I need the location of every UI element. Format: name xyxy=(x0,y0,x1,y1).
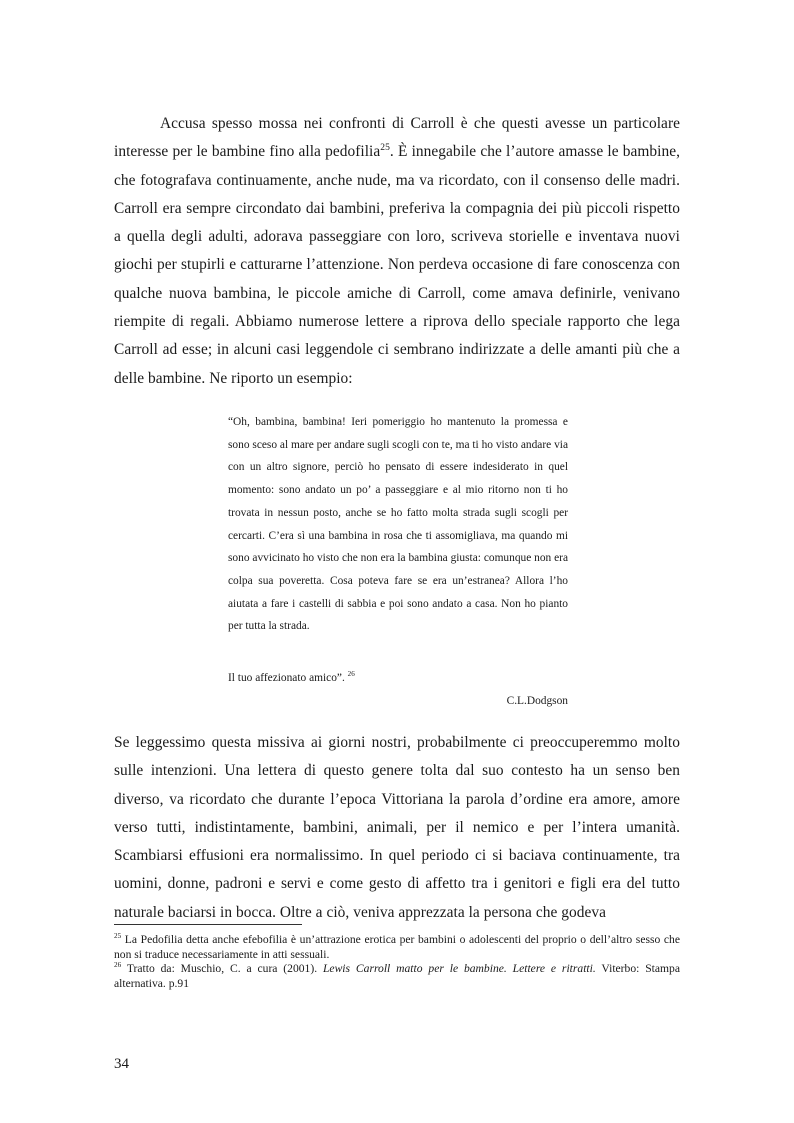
footnote-26-number: 26 xyxy=(114,961,122,970)
page-number: 34 xyxy=(114,1056,129,1072)
body-paragraph-1 xyxy=(114,110,680,393)
quote-closing-text: Il tuo affezionato amico”. xyxy=(228,672,348,684)
footnote-26-text-b: Viterbo: Stampa alternativa. p.91 xyxy=(114,962,680,990)
paragraph-1-text-a: Accusa spesso mossa nei confronti di Carroll è che questi avesse un particolare interesse per le bambine fino alla pedofilia xyxy=(114,115,680,161)
footnote-ref-25[interactable]: 25 xyxy=(380,142,390,154)
footnote-26-title: Lewis Carroll matto per le bambine. Lettere e ritratti. xyxy=(322,962,596,975)
footnote-26 xyxy=(114,962,680,991)
paragraph-1-text-b: . È innegabile che l’autore amasse le bambine, che fotografava continuamente, anche nude, ma va ricordato, con il consenso delle madri. Carroll era sempre circondato dai bambini, preferiva la compagnia dei più piccoli rispetto a quella degli adulti, adorava passeggiare con loro, scriveva storielle e inventava nuovi giochi per stupirli e catturarne l’attenzione. Non perdeva occasione di fare conoscenza con qualche nuova bambina, le piccole amiche di Carroll, come amava definirle, venivano riempite di regali. Abbiamo numerose lettere a riprova dello speciale rapporto che lega Carroll ad esse; in alcuni casi leggendole ci sembrano indirizzate a delle amanti più che a delle bambine. Ne riporto un esempio: xyxy=(114,143,680,387)
quote-signature: C.L.Dodgson xyxy=(506,695,568,707)
footnote-25-text: La Pedofilia detta anche efebofilia è un’attrazione erotica per bambini o adolescenti del proprio o dell’altro sesso che non si traduce necessariamente in atti sessuali. xyxy=(114,933,680,961)
footnote-ref-26[interactable]: 26 xyxy=(347,670,355,679)
body-paragraph-2: Se leggessimo questa missiva ai giorni nostri, probabilmente ci preoccuperemmo molto sulle intenzioni. Una lettera di questo genere tolta dal suo contesto ha un senso ben diverso, va ricordato che durante l’epoca Vittoriana la parola d’ordine era amore, amore verso tutti, indistintamente, bambini, animali, per il nemico e per l’intera umanità. Scambiarsi effusioni era normalissimo. In quel periodo ci si baciava continuamente, tra uomini, donne, padroni e servi e come gesto di affetto tra i genitori e figli era del tutto naturale baciarsi in bocca. Oltre a ciò, veniva apprezzata la persona che godeva xyxy=(114,734,680,921)
footnote-25-number: 25 xyxy=(114,932,122,941)
footnote-26-text-a: Tratto da: Muschio, C. a cura (2001). xyxy=(121,962,323,975)
footnote-separator xyxy=(114,924,302,925)
block-quote: “Oh, bambina, bambina! Ieri pomeriggio ho mantenuto la promessa e sono sceso al mare per andare sugli scogli con te, ma ti ho visto andare via con un altro signore, perciò ho pensato di essere indesiderato in quel momento: sono andato un po’ a passeggiare e al mio ritorno non ti ho trovata in nessun posto, anche se ho fatto molta strada sugli scogli per cercarti. C’era sì una bambina in rosa che ti assomigliava, ma quando mi sono avvicinato ho visto che non era la bambina giusta: comunque non era colpa sua poveretta. Cosa poteva fare se era un’estranea? Allora l’ho aiutata a fare i castelli di sabbia e poi sono andato a casa. Non ho pianto per tutta la strada. xyxy=(228,416,568,633)
quote-closing xyxy=(228,667,355,689)
footnote-25 xyxy=(114,933,680,962)
